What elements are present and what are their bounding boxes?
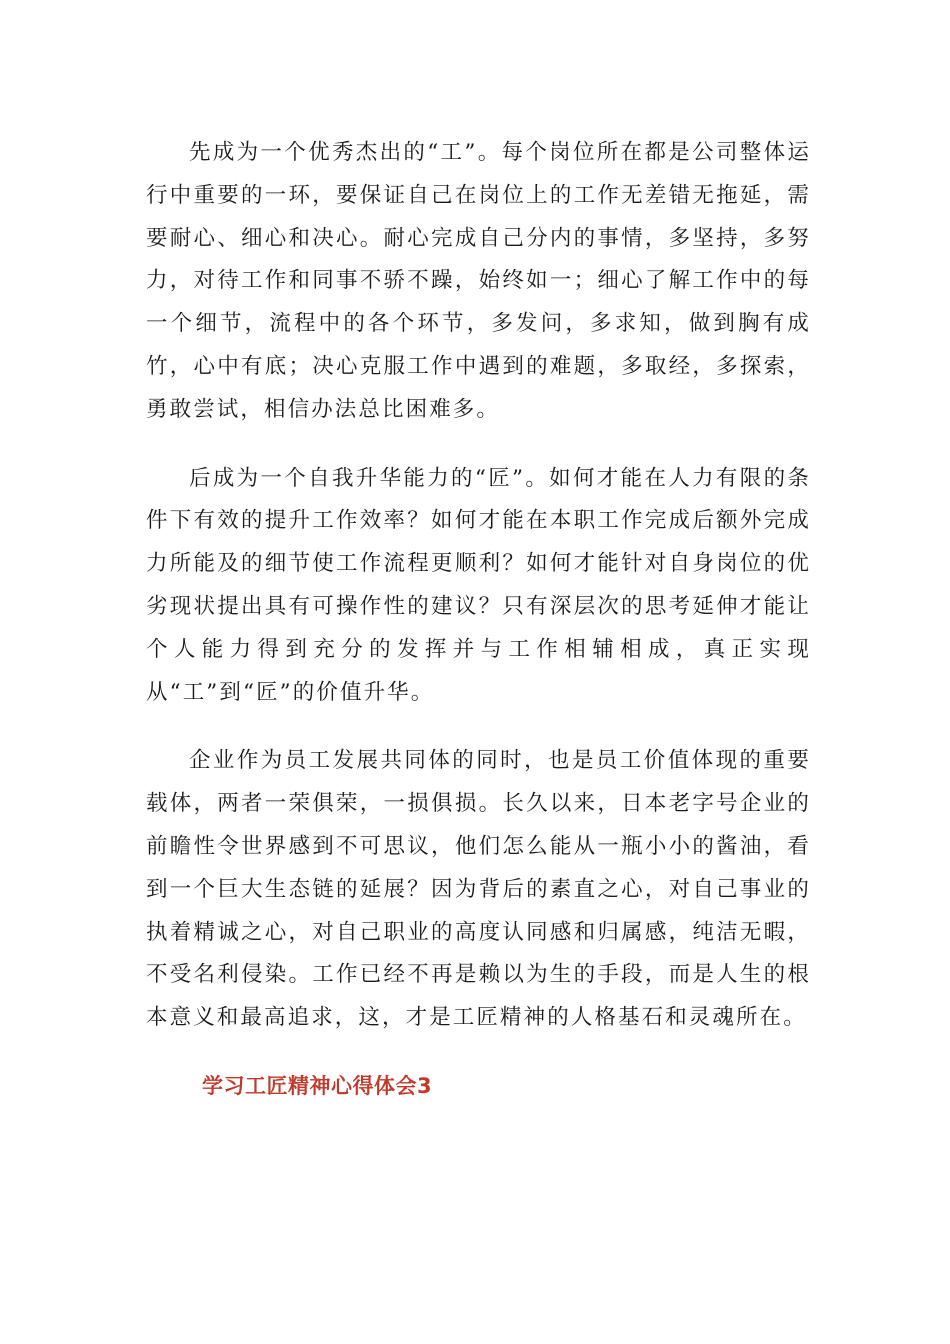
document-body (146, 132, 811, 1106)
paragraph-gong: 先成为一个优秀杰出的“工”。每个岗位所在都是公司整体运行中重要的一环，要保证自己在岗位上的工作无差错无拖延，需要耐心、细心和决心。耐心完成自己分内的事情，多坚持，多努力，对待工作和同事不骄不躁，始终如一；细心了解工作中的每一个细节，流程中的各个环节，多发问，多求知，做到胸有成竹，心中有底；决心克服工作中遇到的难题，多取经，多探索，勇敢尝试，相信办法总比困难多。 (146, 140, 811, 422)
paragraph-enterprise: 企业作为员工发展共同体的同时，也是员工价值体现的重要载体，两者一荣俱荣，一损俱损。长久以来，日本老字号企业的前瞻性令世界感到不可思议，他们怎么能从一瓶小小的酱油，看到一个巨大生态链的延展？因为背后的素直之心，对自己事业的执着精诚之心，对自己职业的高度认同感和归属感，纯洁无暇，不受名利侵染。工作已经不再是赖以为生的手段，而是人生的根本意义和最高追求，这，才是工匠精神的人格基石和灵魂所在。 (146, 748, 811, 1031)
paragraph-jiang: 后成为一个自我升华能力的“匠”。如何才能在人力有限的条件下有效的提升工作效率？如何才能在本职工作完成后额外完成力所能及的细节使工作流程更顺利？如何才能针对自身岗位的优劣现状提出具有可操作性的建议？只有深层次的思考延伸才能让个人能力得到充分的发挥并与工作相辅相成，真正实现从“工”到“匠”的价值升华。 (146, 465, 811, 705)
section-heading: 学习工匠精神心得体会3 (202, 1073, 433, 1098)
